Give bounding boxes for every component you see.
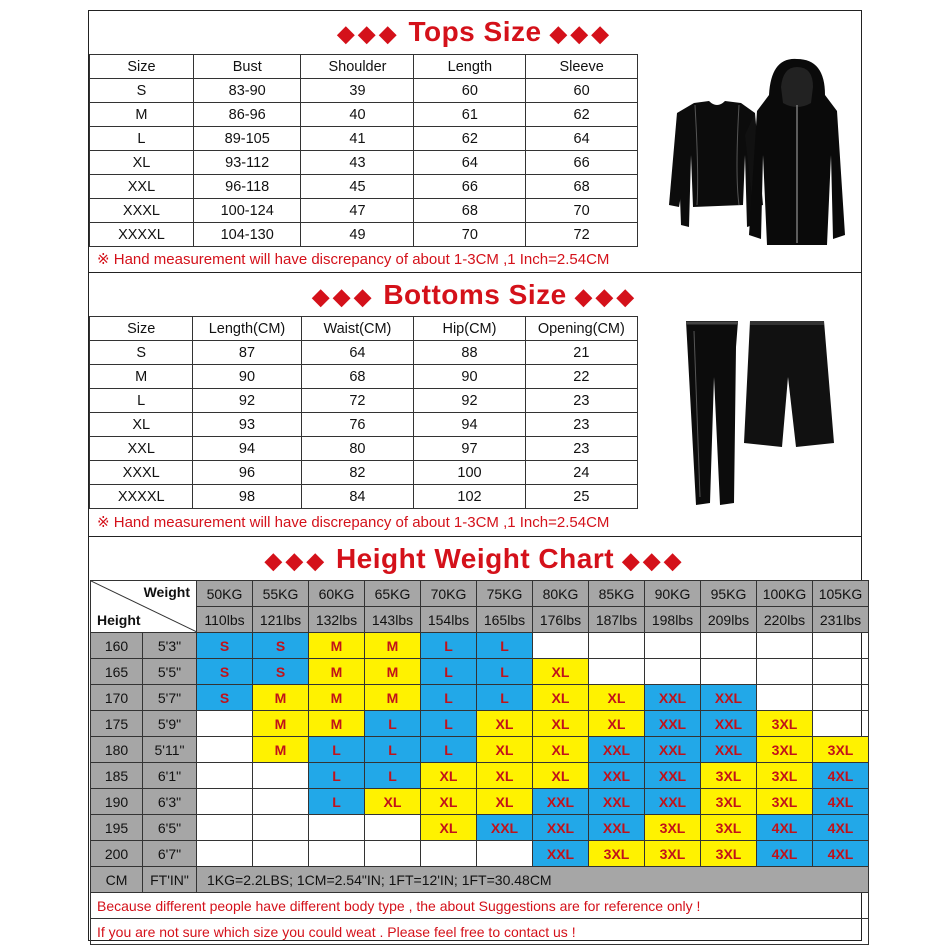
bottoms-size-table	[89, 316, 638, 509]
bottoms-table-row	[90, 461, 638, 485]
height-row	[91, 763, 869, 789]
size-recommendation-cell: S	[253, 633, 309, 659]
weight-lbs-header: 154lbs	[421, 607, 477, 633]
size-recommendation-cell: L	[477, 685, 533, 711]
size-recommendation-cell: XL	[421, 789, 477, 815]
size-recommendation-cell: M	[365, 633, 421, 659]
size-recommendation-cell	[253, 815, 309, 841]
size-recommendation-cell: L	[421, 711, 477, 737]
size-recommendation-cell	[813, 659, 869, 685]
bottoms-cell: 76	[301, 413, 414, 437]
size-recommendation-cell	[701, 633, 757, 659]
size-recommendation-cell	[813, 633, 869, 659]
bottoms-cell: 98	[193, 485, 301, 509]
tops-header-cell: Size	[90, 55, 194, 79]
tops-cell: XXXL	[90, 199, 194, 223]
size-recommendation-cell: M	[309, 633, 365, 659]
weight-kg-header: 85KG	[589, 581, 645, 607]
size-recommendation-cell: 3XL	[757, 737, 813, 763]
tops-cell: 86-96	[193, 103, 301, 127]
bottoms-header-cell: Opening(CM)	[525, 317, 637, 341]
footnote-1: Because different people have different body type , the about Suggestions are for reference only !	[91, 893, 869, 919]
size-recommendation-cell: L	[365, 711, 421, 737]
tops-cell: XXL	[90, 175, 194, 199]
size-recommendation-cell	[477, 841, 533, 867]
size-recommendation-cell: 4XL	[757, 841, 813, 867]
weight-lbs-header: 110lbs	[197, 607, 253, 633]
size-recommendation-cell	[757, 659, 813, 685]
conversion-note: 1KG=2.2LBS; 1CM=2.54"IN; 1FT=12'IN; 1FT=30.48CM	[197, 867, 869, 893]
weight-height-corner	[91, 581, 197, 633]
size-recommendation-cell	[645, 659, 701, 685]
size-recommendation-cell: M	[253, 737, 309, 763]
bottoms-table-row	[90, 341, 638, 365]
tops-cell: 40	[301, 103, 414, 127]
size-recommendation-cell: XL	[589, 685, 645, 711]
height-weight-table	[90, 580, 869, 945]
tops-cell: 43	[301, 151, 414, 175]
bottoms-cell: 72	[301, 389, 414, 413]
unit-cm-cell: CM	[91, 867, 143, 893]
tops-cell: 60	[526, 79, 638, 103]
tops-cell: XL	[90, 151, 194, 175]
size-recommendation-cell: 3XL	[757, 711, 813, 737]
height-row	[91, 815, 869, 841]
size-recommendation-cell: XXL	[589, 789, 645, 815]
height-ft-cell: 5'9"	[143, 711, 197, 737]
size-recommendation-cell	[757, 633, 813, 659]
size-recommendation-cell: XL	[533, 737, 589, 763]
tops-header-cell: Sleeve	[526, 55, 638, 79]
bottoms-cell: 24	[525, 461, 637, 485]
size-recommendation-cell	[197, 711, 253, 737]
size-recommendation-cell: 4XL	[813, 763, 869, 789]
size-recommendation-cell: L	[477, 633, 533, 659]
size-recommendation-cell: XL	[533, 659, 589, 685]
bottoms-note: ※ Hand measurement will have discrepancy of about 1-3CM ,1 Inch=2.54CM	[97, 514, 610, 531]
size-recommendation-cell: XXL	[477, 815, 533, 841]
size-recommendation-cell	[533, 633, 589, 659]
height-row	[91, 659, 869, 685]
tops-cell: 61	[414, 103, 526, 127]
tops-product-image	[649, 55, 854, 249]
bottoms-cell: 80	[301, 437, 414, 461]
height-row	[91, 711, 869, 737]
size-recommendation-cell: S	[253, 659, 309, 685]
size-recommendation-cell: XXL	[589, 815, 645, 841]
height-ft-cell: 5'3"	[143, 633, 197, 659]
height-cm-cell: 170	[91, 685, 143, 711]
tops-section	[88, 10, 862, 273]
bottoms-table-row	[90, 437, 638, 461]
size-recommendation-cell: XL	[421, 815, 477, 841]
size-recommendation-cell: XL	[477, 737, 533, 763]
tops-cell: 64	[414, 151, 526, 175]
size-recommendation-cell: L	[477, 659, 533, 685]
size-recommendation-cell: XXL	[701, 737, 757, 763]
height-ft-cell: 5'7"	[143, 685, 197, 711]
size-recommendation-cell: L	[421, 737, 477, 763]
size-recommendation-cell	[197, 815, 253, 841]
tops-cell: 83-90	[193, 79, 301, 103]
tops-table-row	[90, 223, 638, 247]
size-recommendation-cell: XXL	[645, 685, 701, 711]
size-recommendation-cell: XL	[421, 763, 477, 789]
height-ft-cell: 6'7"	[143, 841, 197, 867]
weight-kg-header: 95KG	[701, 581, 757, 607]
bottoms-cell: XL	[90, 413, 193, 437]
height-row	[91, 685, 869, 711]
height-ft-cell: 6'1"	[143, 763, 197, 789]
height-cm-cell: 185	[91, 763, 143, 789]
bottoms-cell: XXXXL	[90, 485, 193, 509]
size-recommendation-cell: XXL	[645, 737, 701, 763]
tops-table-row	[90, 175, 638, 199]
height-cm-cell: 200	[91, 841, 143, 867]
size-recommendation-cell	[197, 763, 253, 789]
size-recommendation-cell: 3XL	[701, 815, 757, 841]
size-recommendation-cell: S	[197, 659, 253, 685]
bottoms-table-row	[90, 389, 638, 413]
bottoms-cell: 90	[414, 365, 525, 389]
weight-kg-header: 50KG	[197, 581, 253, 607]
size-recommendation-cell: 4XL	[813, 841, 869, 867]
bottoms-cell: 64	[301, 341, 414, 365]
size-recommendation-cell: XXL	[533, 815, 589, 841]
tops-cell: S	[90, 79, 194, 103]
weight-lbs-header: 187lbs	[589, 607, 645, 633]
size-recommendation-cell: S	[197, 633, 253, 659]
size-recommendation-cell: 3XL	[645, 841, 701, 867]
tops-cell: 89-105	[193, 127, 301, 151]
size-recommendation-cell: 4XL	[757, 815, 813, 841]
size-recommendation-cell: L	[365, 763, 421, 789]
tops-cell: 70	[414, 223, 526, 247]
bottoms-header-cell: Size	[90, 317, 193, 341]
bottoms-section	[88, 272, 862, 537]
size-recommendation-cell: M	[309, 659, 365, 685]
size-recommendation-cell	[421, 841, 477, 867]
size-recommendation-cell: 3XL	[589, 841, 645, 867]
size-recommendation-cell: M	[309, 685, 365, 711]
size-recommendation-cell: M	[365, 685, 421, 711]
tops-cell: 66	[526, 151, 638, 175]
weight-lbs-header: 165lbs	[477, 607, 533, 633]
size-recommendation-cell	[589, 659, 645, 685]
size-recommendation-cell: 4XL	[813, 789, 869, 815]
size-recommendation-cell	[365, 815, 421, 841]
size-recommendation-cell: L	[309, 763, 365, 789]
bottoms-cell: 90	[193, 365, 301, 389]
size-recommendation-cell: L	[421, 685, 477, 711]
weight-kg-header: 75KG	[477, 581, 533, 607]
tops-cell: 45	[301, 175, 414, 199]
bottoms-header-cell: Hip(CM)	[414, 317, 525, 341]
size-recommendation-cell	[813, 711, 869, 737]
size-recommendation-cell	[197, 737, 253, 763]
weight-lbs-header: 198lbs	[645, 607, 701, 633]
height-row	[91, 737, 869, 763]
size-recommendation-cell: 3XL	[701, 789, 757, 815]
bottoms-cell: 93	[193, 413, 301, 437]
weight-kg-header: 90KG	[645, 581, 701, 607]
tops-size-table	[89, 54, 638, 247]
height-row	[91, 841, 869, 867]
tops-cell: M	[90, 103, 194, 127]
height-cm-cell: 160	[91, 633, 143, 659]
weight-lbs-header: 220lbs	[757, 607, 813, 633]
tops-cell: 100-124	[193, 199, 301, 223]
bottoms-header-cell: Length(CM)	[193, 317, 301, 341]
tops-cell: 68	[526, 175, 638, 199]
weight-lbs-header: 121lbs	[253, 607, 309, 633]
bottoms-cell: 92	[193, 389, 301, 413]
size-recommendation-cell: L	[365, 737, 421, 763]
bottoms-cell: S	[90, 341, 193, 365]
weight-kg-header: 65KG	[365, 581, 421, 607]
size-recommendation-cell: XXL	[645, 763, 701, 789]
bottoms-cell: 102	[414, 485, 525, 509]
bottoms-cell: 88	[414, 341, 525, 365]
tops-table-row	[90, 79, 638, 103]
tops-cell: 64	[526, 127, 638, 151]
weight-kg-header: 105KG	[813, 581, 869, 607]
size-recommendation-cell: XL	[477, 711, 533, 737]
size-recommendation-cell: 3XL	[701, 763, 757, 789]
size-recommendation-cell	[309, 841, 365, 867]
size-recommendation-cell	[253, 841, 309, 867]
tops-table-row	[90, 151, 638, 175]
bottoms-cell: 82	[301, 461, 414, 485]
size-recommendation-cell	[365, 841, 421, 867]
size-recommendation-cell: XXL	[645, 789, 701, 815]
size-recommendation-cell	[253, 763, 309, 789]
size-recommendation-cell	[309, 815, 365, 841]
size-recommendation-cell: XL	[589, 711, 645, 737]
bottoms-table-row	[90, 365, 638, 389]
weight-lbs-header: 132lbs	[309, 607, 365, 633]
size-recommendation-cell: L	[421, 659, 477, 685]
tops-header-cell: Bust	[193, 55, 301, 79]
size-recommendation-cell	[589, 633, 645, 659]
bottoms-cell: 100	[414, 461, 525, 485]
weight-lbs-header: 209lbs	[701, 607, 757, 633]
bottoms-title: ◆◆◆ Bottoms Size ◆◆◆	[312, 279, 638, 310]
tops-cell: 93-112	[193, 151, 301, 175]
bottoms-cell: 96	[193, 461, 301, 485]
size-recommendation-cell: XL	[477, 763, 533, 789]
weight-lbs-header: 143lbs	[365, 607, 421, 633]
bottoms-table-row	[90, 413, 638, 437]
bottoms-cell: 23	[525, 389, 637, 413]
tops-header-cell: Length	[414, 55, 526, 79]
size-recommendation-cell: M	[309, 711, 365, 737]
size-recommendation-cell	[701, 659, 757, 685]
size-recommendation-cell: XXL	[589, 737, 645, 763]
tops-cell: 39	[301, 79, 414, 103]
tops-cell: 62	[526, 103, 638, 127]
bottoms-cell: 94	[193, 437, 301, 461]
tops-cell: 47	[301, 199, 414, 223]
weight-lbs-header: 231lbs	[813, 607, 869, 633]
weight-kg-header: 100KG	[757, 581, 813, 607]
bottoms-cell: 87	[193, 341, 301, 365]
tops-cell: 72	[526, 223, 638, 247]
tops-cell: 62	[414, 127, 526, 151]
bottoms-cell: 92	[414, 389, 525, 413]
bottoms-cell: 94	[414, 413, 525, 437]
height-cm-cell: 175	[91, 711, 143, 737]
bottoms-table-row	[90, 485, 638, 509]
unit-ft-cell: FT'IN"	[143, 867, 197, 893]
bottoms-cell: XXXL	[90, 461, 193, 485]
tops-cell: 41	[301, 127, 414, 151]
size-recommendation-cell	[197, 789, 253, 815]
weight-kg-header: 55KG	[253, 581, 309, 607]
tops-cell: 104-130	[193, 223, 301, 247]
bottoms-cell: L	[90, 389, 193, 413]
size-recommendation-cell: XXL	[701, 711, 757, 737]
size-recommendation-cell: M	[253, 685, 309, 711]
tops-title: ◆◆◆ Tops Size ◆◆◆	[337, 16, 613, 47]
tops-note: ※ Hand measurement will have discrepancy of about 1-3CM ,1 Inch=2.54CM	[97, 251, 610, 268]
size-recommendation-cell: XL	[477, 789, 533, 815]
bottoms-cell: 21	[525, 341, 637, 365]
height-label: Height	[97, 612, 141, 628]
height-ft-cell: 5'5"	[143, 659, 197, 685]
weight-kg-header: 60KG	[309, 581, 365, 607]
size-recommendation-cell: XL	[533, 711, 589, 737]
bottoms-cell: 84	[301, 485, 414, 509]
bottoms-cell: M	[90, 365, 193, 389]
height-row	[91, 789, 869, 815]
size-recommendation-cell: XL	[533, 763, 589, 789]
tops-cell: 49	[301, 223, 414, 247]
size-recommendation-cell: 3XL	[757, 789, 813, 815]
size-recommendation-cell: XXL	[701, 685, 757, 711]
size-recommendation-cell: 3XL	[645, 815, 701, 841]
bottoms-cell: XXL	[90, 437, 193, 461]
tops-cell: 70	[526, 199, 638, 223]
size-recommendation-cell: XXL	[533, 789, 589, 815]
tops-table-row	[90, 127, 638, 151]
height-cm-cell: 195	[91, 815, 143, 841]
size-recommendation-cell: XL	[365, 789, 421, 815]
bottoms-cell: 23	[525, 437, 637, 461]
bottoms-header-cell: Waist(CM)	[301, 317, 414, 341]
bottoms-cell: 23	[525, 413, 637, 437]
size-recommendation-cell	[757, 685, 813, 711]
height-ft-cell: 6'3"	[143, 789, 197, 815]
tops-cell: L	[90, 127, 194, 151]
size-recommendation-cell: L	[421, 633, 477, 659]
size-recommendation-cell: S	[197, 685, 253, 711]
size-recommendation-cell: XXL	[589, 763, 645, 789]
size-recommendation-cell: 4XL	[813, 815, 869, 841]
chart-title: ◆◆◆ Height Weight Chart ◆◆◆	[264, 543, 686, 574]
tops-cell: 96-118	[193, 175, 301, 199]
tops-cell: 60	[414, 79, 526, 103]
bottoms-cell: 68	[301, 365, 414, 389]
size-recommendation-cell: L	[309, 789, 365, 815]
size-recommendation-cell: 3XL	[701, 841, 757, 867]
height-cm-cell: 180	[91, 737, 143, 763]
size-recommendation-cell: 3XL	[757, 763, 813, 789]
height-cm-cell: 165	[91, 659, 143, 685]
bottoms-cell: 22	[525, 365, 637, 389]
weight-kg-header: 70KG	[421, 581, 477, 607]
size-recommendation-cell	[813, 685, 869, 711]
size-recommendation-cell	[645, 633, 701, 659]
size-recommendation-cell: M	[253, 711, 309, 737]
size-recommendation-cell	[197, 841, 253, 867]
size-recommendation-cell: 3XL	[813, 737, 869, 763]
size-recommendation-cell: XXL	[533, 841, 589, 867]
bottoms-cell: 25	[525, 485, 637, 509]
weight-label: Weight	[143, 584, 190, 600]
tops-cell: 68	[414, 199, 526, 223]
weight-lbs-header: 176lbs	[533, 607, 589, 633]
tops-table-row	[90, 199, 638, 223]
tops-table-row	[90, 103, 638, 127]
size-recommendation-cell: M	[365, 659, 421, 685]
size-recommendation-cell: XXL	[645, 711, 701, 737]
height-row	[91, 633, 869, 659]
footnote-2: If you are not sure which size you could weat . Please feel free to contact us !	[91, 919, 869, 945]
height-ft-cell: 5'11"	[143, 737, 197, 763]
size-recommendation-cell: XL	[533, 685, 589, 711]
tops-cell: XXXXL	[90, 223, 194, 247]
size-recommendation-cell	[253, 789, 309, 815]
weight-kg-header: 80KG	[533, 581, 589, 607]
bottoms-cell: 97	[414, 437, 525, 461]
tops-header-cell: Shoulder	[301, 55, 414, 79]
height-cm-cell: 190	[91, 789, 143, 815]
tops-cell: 66	[414, 175, 526, 199]
height-ft-cell: 6'5"	[143, 815, 197, 841]
size-recommendation-cell: L	[309, 737, 365, 763]
bottoms-product-image	[664, 317, 844, 507]
